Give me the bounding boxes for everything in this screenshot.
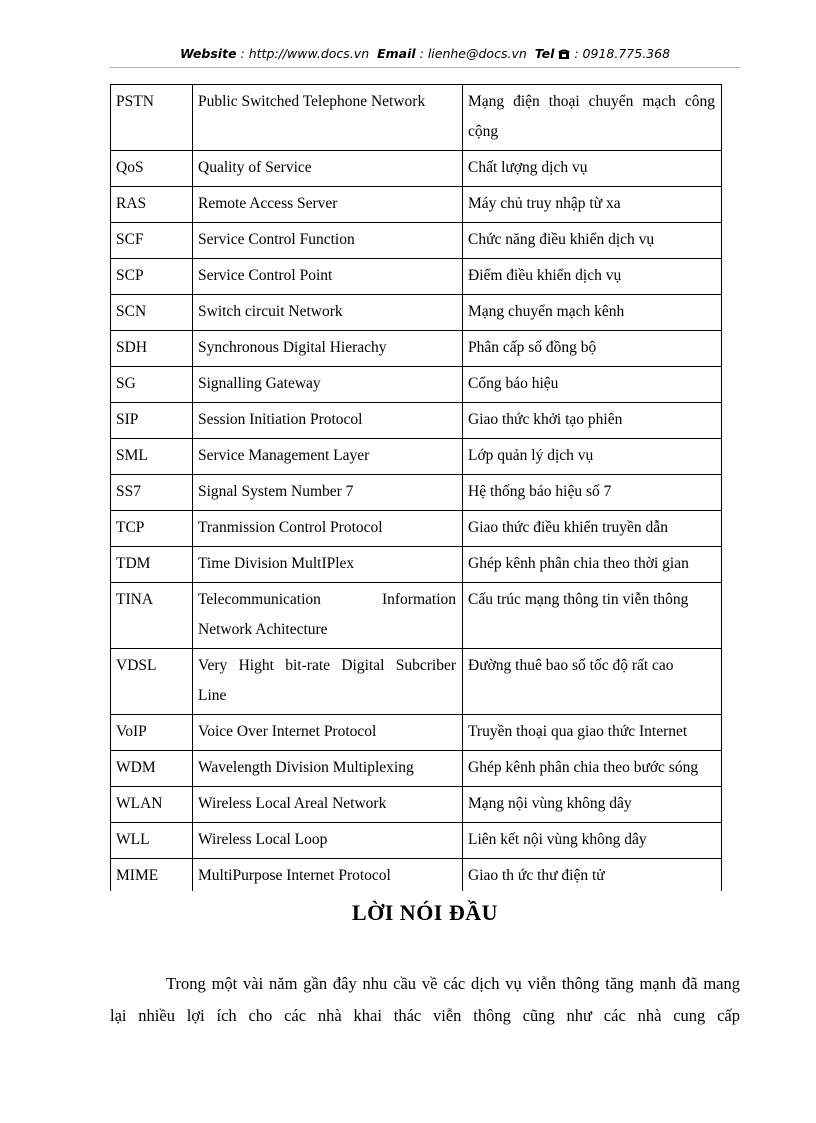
abbreviation-cell: SS7: [111, 475, 193, 511]
abbreviation-cell: VDSL: [111, 649, 193, 715]
vietnamese-term-cell: Máy chủ truy nhập từ xa: [463, 187, 722, 223]
abbreviation-cell: PSTN: [111, 85, 193, 151]
abbreviation-cell: WLL: [111, 823, 193, 859]
vietnamese-term-cell: Đường thuê bao số tốc độ rất cao: [463, 649, 722, 715]
abbreviation-table-body: [111, 85, 722, 892]
table-row: [111, 787, 722, 823]
email-label: Email: [377, 46, 416, 61]
vietnamese-term-cell: Giao thức khởi tạo phiên: [463, 403, 722, 439]
vietnamese-term-cell: Liên kết nội vùng không dây: [463, 823, 722, 859]
english-term-cell: Quality of Service: [193, 151, 463, 187]
vietnamese-term-cell: Chất lượng dịch vụ: [463, 151, 722, 187]
table-row: [111, 583, 722, 649]
abbreviation-cell: QoS: [111, 151, 193, 187]
english-term-cell: Synchronous Digital Hierachy: [193, 331, 463, 367]
email-value: : lienhe@docs.vn: [419, 46, 527, 61]
abbreviation-cell: TINA: [111, 583, 193, 649]
table-row: [111, 85, 722, 151]
abbreviation-cell: SCF: [111, 223, 193, 259]
vietnamese-term-cell: Điểm điều khiển dịch vụ: [463, 259, 722, 295]
abbreviation-cell: VoIP: [111, 715, 193, 751]
table-row: [111, 331, 722, 367]
header-divider: [110, 67, 740, 68]
vietnamese-term-cell: Ghép kênh phân chia theo thời gian: [463, 547, 722, 583]
english-term-cell: Telecommunication Information Network Achitecture: [193, 583, 463, 649]
english-term-cell: Signalling Gateway: [193, 367, 463, 403]
abbreviation-cell: WDM: [111, 751, 193, 787]
table-row: [111, 187, 722, 223]
table-row: [111, 751, 722, 787]
table-row: [111, 547, 722, 583]
english-term-cell: Public Switched Telephone Network: [193, 85, 463, 151]
abbreviation-table: [110, 84, 722, 891]
abbreviation-cell: WLAN: [111, 787, 193, 823]
english-term-cell: Time Division MultIPlex: [193, 547, 463, 583]
table-row: [111, 511, 722, 547]
table-row: [111, 223, 722, 259]
vietnamese-term-cell: Lớp quản lý dịch vụ: [463, 439, 722, 475]
table-row: [111, 151, 722, 187]
table-row: [111, 649, 722, 715]
table-row: [111, 823, 722, 859]
website-value: : http://www.docs.vn: [240, 46, 370, 61]
vietnamese-term-cell: Hệ thống báo hiệu số 7: [463, 475, 722, 511]
english-term-cell: Wavelength Division Multiplexing: [193, 751, 463, 787]
english-term-cell: Tranmission Control Protocol: [193, 511, 463, 547]
phone-icon: [558, 46, 570, 61]
table-row: [111, 715, 722, 751]
vietnamese-term-cell: Cấu trúc mạng thông tin viễn thông: [463, 583, 722, 649]
english-term-cell: Service Management Layer: [193, 439, 463, 475]
table-row: [111, 367, 722, 403]
english-term-cell: Session Initiation Protocol: [193, 403, 463, 439]
website-label: Website: [179, 46, 237, 61]
english-term-cell: Voice Over Internet Protocol: [193, 715, 463, 751]
section-title: LỜI NÓI ĐẦU: [351, 900, 499, 925]
abbreviation-cell: SG: [111, 367, 193, 403]
abbreviation-cell: SDH: [111, 331, 193, 367]
vietnamese-term-cell: Giao th ức thư điện tử: [463, 859, 722, 892]
english-term-cell: Remote Access Server: [193, 187, 463, 223]
table-row: [111, 259, 722, 295]
vietnamese-term-cell: Mạng nội vùng không dây: [463, 787, 722, 823]
table-row: [111, 475, 722, 511]
english-term-cell: Wireless Local Loop: [193, 823, 463, 859]
abbreviation-cell: TCP: [111, 511, 193, 547]
english-term-cell: Service Control Function: [193, 223, 463, 259]
vietnamese-term-cell: Ghép kênh phân chia theo bước sóng: [463, 751, 722, 787]
vietnamese-term-cell: Chức năng điều khiển dịch vụ: [463, 223, 722, 259]
english-term-cell: MultiPurpose Internet Protocol: [193, 859, 463, 892]
abbreviation-cell: MIME: [111, 859, 193, 892]
abbreviation-cell: SCP: [111, 259, 193, 295]
tel-label: Tel: [534, 46, 555, 61]
table-row: [111, 859, 722, 892]
vietnamese-term-cell: Cổng báo hiệu: [463, 367, 722, 403]
vietnamese-term-cell: Truyền thoại qua giao thức Internet: [463, 715, 722, 751]
vietnamese-term-cell: Phân cấp số đồng bộ: [463, 331, 722, 367]
page-header: [110, 46, 740, 61]
english-term-cell: Very Hight bit-rate Digital Subcriber Line: [193, 649, 463, 715]
vietnamese-term-cell: Giao thức điều khiển truyền dẫn: [463, 511, 722, 547]
english-term-cell: Signal System Number 7: [193, 475, 463, 511]
english-term-cell: Wireless Local Areal Network: [193, 787, 463, 823]
english-term-cell: Service Control Point: [193, 259, 463, 295]
table-row: [111, 295, 722, 331]
vietnamese-term-cell: Mạng điện thoại chuyển mạch công cộng: [463, 85, 722, 151]
table-row: [111, 439, 722, 475]
abbreviation-cell: SCN: [111, 295, 193, 331]
abbreviation-cell: SML: [111, 439, 193, 475]
vietnamese-term-cell: Mạng chuyển mạch kênh: [463, 295, 722, 331]
table-row: [111, 403, 722, 439]
intro-paragraph: Trong một vài năm gần đây nhu cầu về các dịch vụ viễn thông tăng mạnh đã mang lại nhiều lợi ích cho các nhà khai thác viễn thông cũng như các nhà cung cấp: [110, 974, 740, 1025]
abbreviation-cell: RAS: [111, 187, 193, 223]
english-term-cell: Switch circuit Network: [193, 295, 463, 331]
abbreviation-cell: SIP: [111, 403, 193, 439]
tel-value: : 0918.775.368: [574, 46, 671, 61]
abbreviation-cell: TDM: [111, 547, 193, 583]
